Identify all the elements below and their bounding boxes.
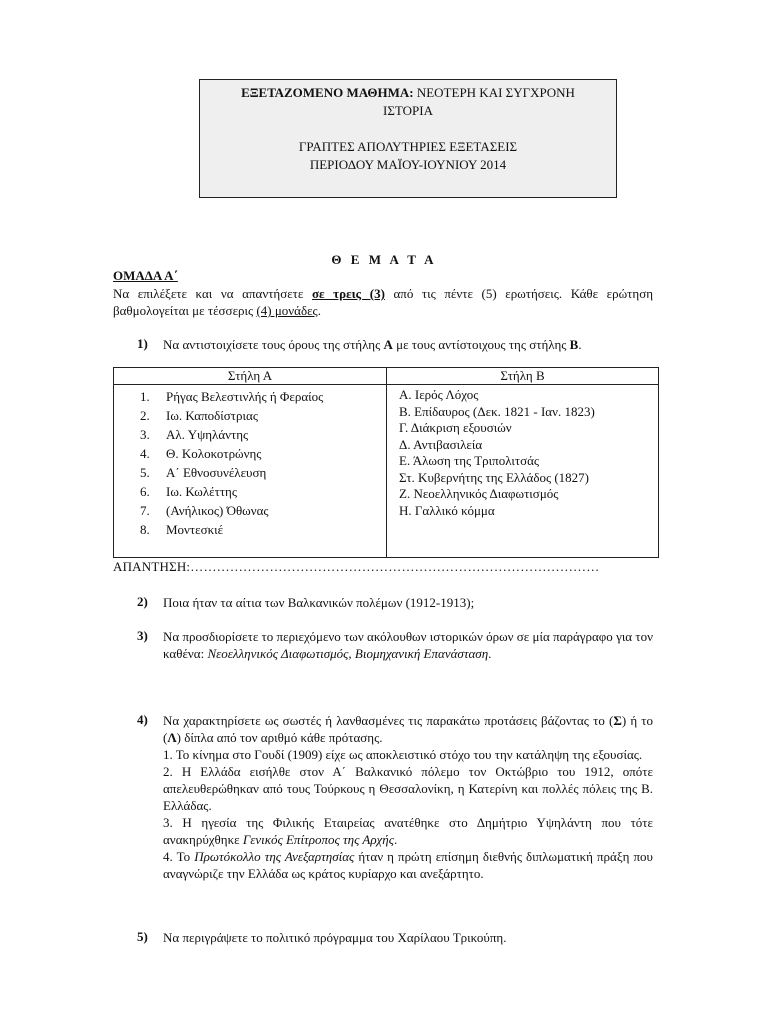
q4-sigma: Σ bbox=[613, 713, 622, 728]
q4-statement-1: 1. Το κίνημα στο Γουδί (1909) είχε ως αποκλειστικό στόχο του την κατάληψη της εξουσίας. bbox=[163, 747, 643, 762]
group-label: ΟΜΑΔΑ Α΄ bbox=[113, 268, 178, 283]
exam-header-box bbox=[199, 79, 617, 198]
q4-s3-emphasis: Γενικός Επίτροπος της Αρχής bbox=[242, 832, 395, 847]
col-a-item-text: (Ανήλικος) Όθωνας bbox=[166, 503, 269, 518]
col-a-item bbox=[114, 425, 386, 444]
col-a-header: Στήλη Α bbox=[114, 368, 387, 385]
col-b-item: Γ. Διάκριση εξουσιών bbox=[399, 420, 512, 435]
q4-number: 4) bbox=[137, 712, 148, 727]
col-b-item: Δ. Αντιβασιλεία bbox=[399, 436, 483, 452]
col-b-cell bbox=[387, 385, 659, 558]
col-b-item: Ζ. Νεοελληνικός Διαφωτισμός bbox=[399, 486, 559, 501]
q1-col-b-letter: Β bbox=[569, 337, 579, 352]
q3-terms: Νεοελληνικός Διαφωτισμός, Βιομηχανική Επανάσταση bbox=[207, 646, 489, 661]
col-a-item bbox=[114, 444, 386, 463]
instructions bbox=[113, 285, 653, 319]
q1-text bbox=[163, 336, 653, 353]
col-a-item bbox=[114, 501, 386, 520]
q4-statement-2: 2. Η Ελλάδα εισήλθε στον Α΄ Βαλκανικό πόλεμο τον Οκτώβριο του 1912, οπότε απελευθερώθηκαν από τους Τούρκους η Θεσσαλονίκη, η Κατερίνη και πολλές πόλεις της Β. Ελλάδας. bbox=[163, 764, 653, 813]
col-b-item: Η. Γαλλικό κόμμα bbox=[399, 502, 495, 518]
q2-text: Ποια ήταν τα αίτια των Βαλκανικών πολέμων (1912-1913); bbox=[163, 595, 475, 610]
col-a-item bbox=[114, 463, 386, 482]
q1-text-end: . bbox=[578, 337, 582, 352]
col-a-item bbox=[114, 482, 386, 501]
q4-text bbox=[163, 712, 653, 882]
q2-number: 2) bbox=[137, 594, 148, 609]
subject-value: ΝΕΟΤΕΡΗ ΚΑΙ ΣΥΓΧΡΟΝΗ bbox=[416, 85, 575, 100]
col-a-item-text: Θ. Κολοκοτρώνης bbox=[166, 446, 262, 461]
col-a-item-number: 5. bbox=[140, 465, 150, 480]
q3-text bbox=[163, 628, 653, 662]
col-b-item: Ε. Άλωση της Τριπολιτσάς bbox=[399, 453, 540, 468]
q1-col-a-letter: Α bbox=[383, 337, 393, 352]
subject-label: ΕΞΕΤΑΖΟΜΕΝΟ ΜΑΘΗΜΑ: bbox=[241, 85, 414, 100]
q4-lambda: Λ bbox=[167, 730, 177, 745]
instructions-points: (4) μονάδες bbox=[256, 303, 318, 318]
col-a-item-number: 6. bbox=[140, 484, 150, 499]
q4-statement-3: 3. Η ηγεσία της Φιλικής Εταιρείας ανατέθηκε στο Δημήτριο Υψηλάντη που τότε ανακηρύχθηκε Γενικός Επίτροπος της Αρχής. bbox=[163, 815, 653, 847]
col-b-list bbox=[387, 385, 658, 519]
col-b-header: Στήλη Β bbox=[387, 368, 659, 385]
col-a-item-text: Α΄ Εθνοσυνέλευση bbox=[166, 465, 267, 480]
subject-value-cont: ΙΣΤΟΡΙΑ bbox=[383, 103, 433, 118]
subject-line bbox=[200, 84, 616, 102]
instructions-end: . bbox=[317, 303, 321, 318]
instructions-emphasis: σε τρεις (3) bbox=[311, 286, 385, 301]
q5-number: 5) bbox=[137, 929, 148, 944]
q1-text-a: Να αντιστοιχίσετε τους όρους της στήλης bbox=[163, 337, 384, 352]
q1-text-b: με τους αντίστοιχους της στήλης bbox=[392, 337, 570, 352]
page-title: Θ Ε Μ Α Τ Α bbox=[331, 252, 437, 267]
col-a-item-number: 1. bbox=[140, 389, 150, 404]
col-a-item-number: 7. bbox=[140, 503, 150, 518]
q5-text: Να περιγράψετε το πολιτικό πρόγραμμα του Χαρίλαου Τρικούπη. bbox=[163, 930, 507, 945]
q4-intro: Να χαρακτηρίσετε ως σωστές ή λανθασμένες τις παρακάτω προτάσεις βάζοντας το (Σ) ή το (Λ) δίπλα από τον αριθμό κάθε πρότασης. bbox=[163, 713, 653, 745]
col-a-item-text: Ρήγας Βελεστινλής ή Φεραίος bbox=[166, 389, 324, 404]
col-a-list bbox=[114, 385, 386, 539]
col-a-item-text: Ιω. Καποδίστριας bbox=[166, 408, 258, 423]
matching-table bbox=[113, 367, 659, 558]
col-a-item-number: 8. bbox=[140, 522, 150, 537]
col-a-item bbox=[114, 387, 386, 406]
q4-statement-4: 4. Το Πρωτόκολλο της Ανεξαρτησίας ήταν η πρώτη επίσημη διεθνής διπλωματική πράξη που αναγνώριζε την Ελλάδα ως κράτος κυρίαρχο και ανεξάρτητο. bbox=[163, 849, 653, 881]
col-a-item-text: Αλ. Υψηλάντης bbox=[166, 427, 249, 442]
col-a-cell bbox=[114, 385, 387, 558]
exam-period: ΠΕΡΙΟΔΟΥ ΜΑΪΟΥ-ΙΟΥΝΙΟΥ 2014 bbox=[309, 157, 507, 172]
instructions-text-2: από τις πέντε (5) ερωτήσεις. Κάθε ερώτηση βαθμολογείται με τέσσερις bbox=[113, 286, 654, 318]
col-a-item bbox=[114, 520, 386, 539]
col-a-item-text: Μοντεσκιέ bbox=[166, 522, 224, 537]
exam-type: ΓΡΑΠΤΕΣ ΑΠΟΛΥΤΗΡΙΕΣ ΕΞΕΤΑΣΕΙΣ bbox=[298, 139, 518, 154]
instructions-text: Να επιλέξετε και να απαντήσετε bbox=[113, 286, 312, 301]
col-a-item bbox=[114, 406, 386, 425]
q1-number: 1) bbox=[137, 336, 148, 351]
q3-number: 3) bbox=[137, 628, 148, 643]
col-a-item-number: 2. bbox=[140, 408, 150, 423]
col-b-item: Β. Επίδαυρος (Δεκ. 1821 - Ιαν. 1823) bbox=[399, 403, 595, 419]
col-b-item: Α. Ιερός Λόχος bbox=[399, 387, 479, 402]
q3-end: . bbox=[488, 646, 492, 661]
col-a-item-text: Ιω. Κωλέττης bbox=[166, 484, 238, 499]
q3-text-main: Να προσδιορίσετε το περιεχόμενο των ακόλουθων ιστορικών όρων σε μία παράγραφο για τον καθένα: bbox=[163, 629, 653, 661]
col-a-item-number: 3. bbox=[140, 427, 150, 442]
col-b-item: Στ. Κυβερνήτης της Ελλάδος (1827) bbox=[399, 469, 589, 485]
q4-s4-emphasis: Πρωτόκολλο της Ανεξαρτησίας bbox=[194, 849, 355, 864]
answer-line: ΑΠΑΝΤΗΣΗ:………………………………………………………………………………… bbox=[113, 559, 600, 574]
col-a-item-number: 4. bbox=[140, 446, 150, 461]
